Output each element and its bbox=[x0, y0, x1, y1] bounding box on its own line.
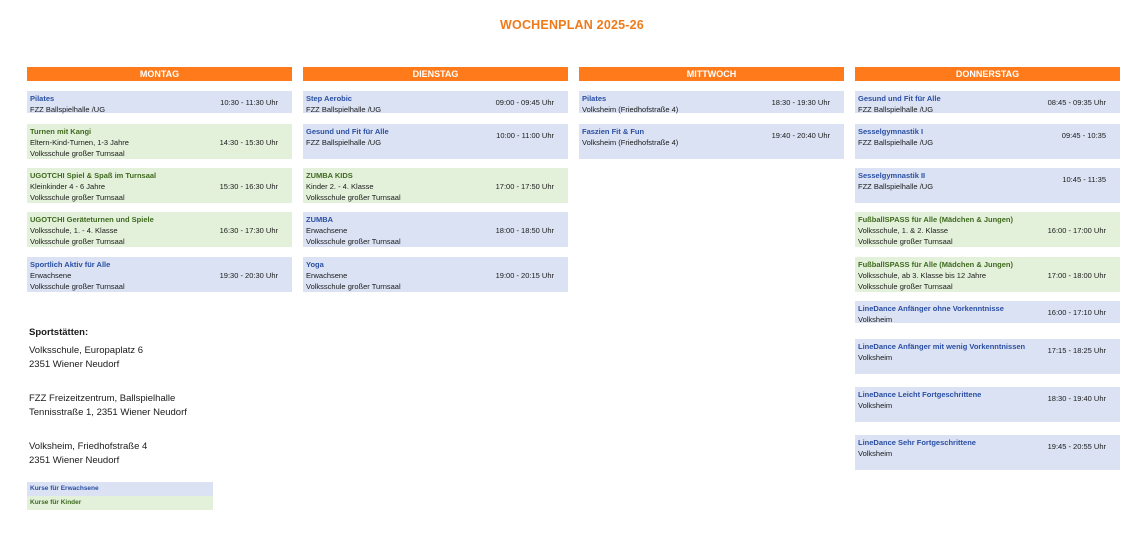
course-time: 14:30 - 15:30 Uhr bbox=[219, 138, 278, 147]
venue-name: Volksschule, Europaplatz 6 bbox=[29, 345, 144, 356]
course-title: Gesund und Fit für Alle bbox=[858, 94, 941, 103]
legend-adult: Kurse für Erwachsene bbox=[27, 482, 213, 496]
course-detail: Volksschule großer Turnsaal bbox=[30, 193, 125, 202]
course-detail: Volksschule großer Turnsaal bbox=[306, 237, 401, 246]
course-title: Pilates bbox=[30, 94, 55, 103]
day-column-mittwoch bbox=[579, 67, 844, 147]
course-detail: Eltern-Kind-Turnen, 1-3 Jahre bbox=[30, 138, 129, 147]
course-detail: Volksschule großer Turnsaal bbox=[30, 282, 125, 291]
course-time: 17:00 - 18:00 Uhr bbox=[1047, 271, 1106, 280]
course-detail: Volksheim (Friedhofstraße 4) bbox=[582, 105, 679, 114]
course-title: Yoga bbox=[306, 260, 324, 269]
course-card bbox=[303, 168, 568, 203]
course-title: Gesund und Fit für Alle bbox=[306, 127, 389, 136]
venue-address: 2351 Wiener Neudorf bbox=[29, 359, 120, 370]
course-time: 18:30 - 19:40 Uhr bbox=[1047, 394, 1106, 403]
course-card bbox=[855, 301, 1120, 323]
course-detail: FZZ Ballspielhalle /UG bbox=[30, 105, 106, 114]
course-time: 16:00 - 17:00 Uhr bbox=[1047, 226, 1106, 235]
course-detail: Erwachsene bbox=[30, 271, 72, 280]
day-header: MITTWOCH bbox=[579, 67, 844, 81]
course-time: 19:45 - 20:55 Uhr bbox=[1047, 442, 1106, 451]
course-title: Turnen mit Kangi bbox=[30, 127, 92, 136]
course-time: 19:30 - 20:30 Uhr bbox=[219, 271, 278, 280]
day-column-dienstag bbox=[303, 67, 568, 291]
course-time: 17:00 - 17:50 Uhr bbox=[495, 182, 554, 191]
course-detail: FZZ Ballspielhalle /UG bbox=[858, 105, 934, 114]
course-detail: FZZ Ballspielhalle /UG bbox=[306, 105, 382, 114]
course-title: Sportlich Aktiv für Alle bbox=[30, 260, 111, 269]
course-card bbox=[27, 91, 292, 113]
course-time: 08:45 - 09:35 Uhr bbox=[1047, 98, 1106, 107]
course-card bbox=[579, 124, 844, 159]
course-time: 09:45 - 10:35 bbox=[1061, 131, 1106, 140]
course-title: ZUMBA bbox=[306, 215, 334, 224]
course-title: UGOTCHI Spiel & Spaß im Turnsaal bbox=[30, 171, 157, 180]
course-title: Faszien Fit & Fun bbox=[582, 127, 645, 136]
page-title: WOCHENPLAN 2025-26 bbox=[500, 18, 644, 32]
course-card bbox=[303, 212, 568, 247]
day-header: MONTAG bbox=[27, 67, 292, 81]
course-title: Sesselgymnastik II bbox=[858, 171, 926, 180]
course-detail: Volksschule großer Turnsaal bbox=[30, 149, 125, 158]
course-detail: Volksheim bbox=[858, 353, 893, 362]
course-time: 18:30 - 19:30 Uhr bbox=[771, 98, 830, 107]
course-detail: Volksschule großer Turnsaal bbox=[306, 282, 401, 291]
course-detail: Erwachsene bbox=[306, 226, 348, 235]
course-detail: Kinder 2. - 4. Klasse bbox=[306, 182, 374, 191]
course-time: 10:30 - 11:30 Uhr bbox=[220, 98, 278, 107]
course-detail: Kleinkinder 4 - 6 Jahre bbox=[30, 182, 106, 191]
course-time: 09:00 - 09:45 Uhr bbox=[495, 98, 554, 107]
course-title: Sesselgymnastik I bbox=[858, 127, 924, 136]
course-time: 18:00 - 18:50 Uhr bbox=[495, 226, 554, 235]
course-detail: Volksschule, 1. - 4. Klasse bbox=[30, 226, 118, 235]
course-card bbox=[579, 91, 844, 113]
course-card bbox=[303, 257, 568, 292]
course-card bbox=[855, 257, 1120, 292]
course-detail: Volksschule großer Turnsaal bbox=[306, 193, 401, 202]
venue bbox=[29, 344, 143, 372]
venue bbox=[29, 440, 147, 468]
course-detail: FZZ Ballspielhalle /UG bbox=[858, 138, 934, 147]
course-card bbox=[303, 124, 568, 159]
course-time: 17:15 - 18:25 Uhr bbox=[1047, 346, 1106, 355]
course-card bbox=[27, 168, 292, 203]
course-detail: Volksschule großer Turnsaal bbox=[858, 237, 953, 246]
course-card bbox=[27, 212, 292, 247]
course-detail: Erwachsene bbox=[306, 271, 348, 280]
day-header: DIENSTAG bbox=[303, 67, 568, 81]
day-column-montag bbox=[27, 67, 292, 291]
course-card bbox=[27, 124, 292, 159]
course-detail: Volksheim bbox=[858, 449, 893, 458]
course-title: FußballSPASS für Alle (Mädchen & Jungen) bbox=[858, 215, 1014, 224]
course-title: LineDance Anfänger ohne Vorkenntnisse bbox=[858, 304, 1004, 313]
course-detail: Volksheim bbox=[858, 401, 893, 410]
course-title: ZUMBA KIDS bbox=[306, 171, 353, 180]
course-title: UGOTCHI Geräteturnen und Spiele bbox=[30, 215, 154, 224]
course-time: 16:00 - 17:10 Uhr bbox=[1047, 308, 1106, 317]
course-title: FußballSPASS für Alle (Mädchen & Jungen) bbox=[858, 260, 1014, 269]
course-time: 19:00 - 20:15 Uhr bbox=[495, 271, 554, 280]
course-title: LineDance Leicht Fortgeschrittene bbox=[858, 390, 982, 399]
day-column-donnerstag bbox=[855, 67, 1120, 458]
course-detail: FZZ Ballspielhalle /UG bbox=[858, 182, 934, 191]
course-card bbox=[27, 257, 292, 292]
course-card bbox=[855, 168, 1120, 203]
legend bbox=[27, 482, 213, 510]
course-detail: Volksschule, ab 3. Klasse bis 12 Jahre bbox=[858, 271, 986, 280]
venue bbox=[29, 392, 187, 420]
course-detail: FZZ Ballspielhalle /UG bbox=[306, 138, 382, 147]
course-card bbox=[855, 435, 1120, 470]
venue-address: Tennisstraße 1, 2351 Wiener Neudorf bbox=[29, 407, 187, 418]
legend-kids: Kurse für Kinder bbox=[27, 496, 213, 510]
course-detail: Volksheim bbox=[858, 315, 893, 324]
course-card bbox=[855, 212, 1120, 247]
course-detail: Volksschule großer Turnsaal bbox=[30, 237, 125, 246]
venues-title: Sportstätten: bbox=[29, 327, 89, 338]
course-title: LineDance Sehr Fortgeschrittene bbox=[858, 438, 976, 447]
course-card bbox=[855, 124, 1120, 159]
venues-section bbox=[29, 326, 289, 466]
course-time: 10:00 - 11:00 Uhr bbox=[496, 131, 554, 140]
day-header: DONNERSTAG bbox=[855, 67, 1120, 81]
course-title: LineDance Anfänger mit wenig Vorkenntnissen bbox=[858, 342, 1026, 351]
course-detail: Volksschule, 1. & 2. Klasse bbox=[858, 226, 949, 235]
course-time: 15:30 - 16:30 Uhr bbox=[219, 182, 278, 191]
course-card bbox=[855, 339, 1120, 374]
course-title: Pilates bbox=[582, 94, 607, 103]
course-detail: Volksheim (Friedhofstraße 4) bbox=[582, 138, 679, 147]
course-title: Step Aerobic bbox=[306, 94, 352, 103]
course-detail: Volksschule großer Turnsaal bbox=[858, 282, 953, 291]
course-time: 16:30 - 17:30 Uhr bbox=[219, 226, 278, 235]
course-time: 19:40 - 20:40 Uhr bbox=[771, 131, 830, 140]
venue-name: FZZ Freizeitzentrum, Ballspielhalle bbox=[29, 393, 176, 404]
course-card bbox=[855, 91, 1120, 113]
venue-address: 2351 Wiener Neudorf bbox=[29, 455, 120, 466]
course-card bbox=[855, 387, 1120, 422]
venue-name: Volksheim, Friedhofstraße 4 bbox=[29, 441, 148, 452]
course-card bbox=[303, 91, 568, 113]
course-time: 10:45 - 11:35 bbox=[1062, 175, 1106, 184]
